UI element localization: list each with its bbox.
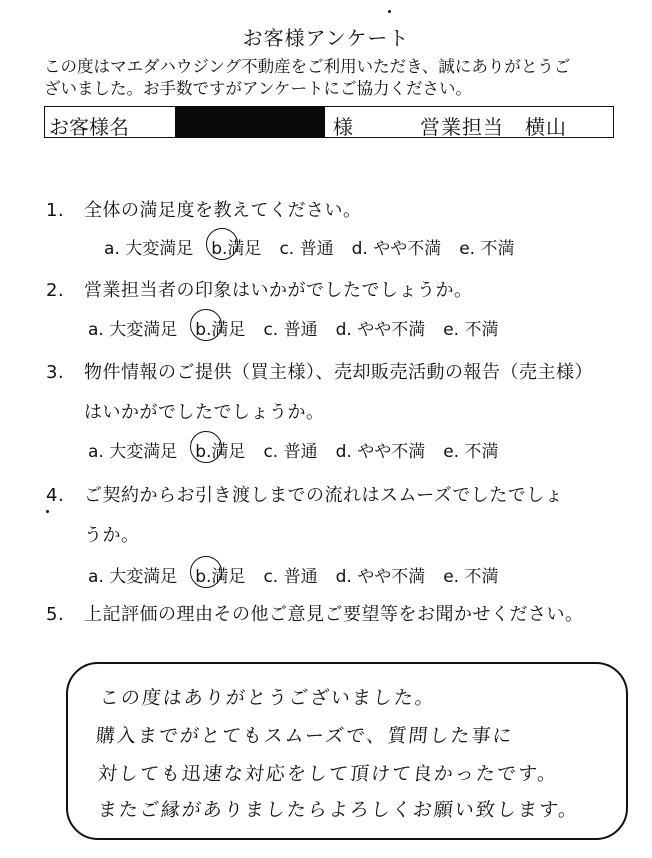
option-a[interactable]: a. 大変満足 [88,320,178,340]
option-a[interactable]: a. 大変満足 [88,567,178,587]
question-4-continued: うか。 [84,525,140,546]
option-a[interactable]: a. 大変満足 [88,442,178,462]
question-3-continued: はいかがでしたでしょうか。 [84,402,325,423]
scan-speck [388,10,391,13]
question-2 [46,276,473,302]
question-number: 3. [46,362,65,383]
option-d[interactable]: d. やや不満 [335,442,426,462]
staff-label: 営業担当 横山 [420,115,567,139]
survey-title: お客様アンケート [242,26,410,50]
question-3-options [88,437,516,462]
question-1 [46,196,362,222]
comment-line-1: この度はありがとうございました。 [98,687,438,709]
customer-name-box [44,106,614,138]
option-e[interactable]: e. 不満 [443,567,499,587]
scan-speck [46,510,49,513]
comment-line-2: 購入までがとてもスムーズで、質問した事に [94,725,515,747]
question-2-options [88,315,516,340]
option-b-selected[interactable]: b.満足 [195,437,245,462]
option-c[interactable]: c. 普通 [263,567,318,587]
option-c[interactable]: c. 普通 [263,442,318,462]
option-e[interactable]: e. 不満 [443,442,499,462]
comment-line-3: 対しても迅速な対応をして頂けて良かったです。 [96,763,560,785]
redacted-customer-name [175,106,325,138]
option-b-selected[interactable]: b.満足 [195,315,245,340]
question-4 [46,481,563,507]
option-e[interactable]: e. 不満 [459,239,515,259]
intro-text-line-2: ざいました。お手数ですがアンケートにご協力ください。 [44,79,473,98]
question-text: ご契約からお引き渡しまでの流れはスムーズでしたでしょ [84,485,564,506]
option-e[interactable]: e. 不満 [443,320,499,340]
question-4-options [88,562,516,587]
option-c[interactable]: c. 普通 [279,239,334,259]
intro-text-line-1: この度はマエダハウジング不動産をご利用いただき、誠にありがとうご [44,57,571,76]
option-b-selected[interactable]: b.満足 [195,562,245,587]
option-a[interactable]: a. 大変満足 [104,239,194,259]
question-3 [46,358,593,384]
comment-line-4: またご縁がありましたらよろしくお願い致します。 [96,799,581,821]
question-text: 全体の満足度を教えてください。 [84,200,362,221]
option-d[interactable]: d. やや不満 [335,320,426,340]
question-5 [46,600,584,626]
question-text: 上記評価の理由その他ご意見ご要望等をお聞かせください。 [84,604,584,625]
question-number: 5. [46,604,65,625]
option-b-selected[interactable]: b.満足 [211,234,261,259]
option-d[interactable]: d. やや不満 [335,567,426,587]
option-c[interactable]: c. 普通 [263,320,318,340]
question-text: 営業担当者の印象はいかがでしたでしょうか。 [84,280,473,301]
question-number: 4. [46,485,65,506]
question-1-options [104,234,532,259]
option-d[interactable]: d. やや不満 [351,239,442,259]
question-number: 1. [46,200,65,221]
customer-name-label: お客様名 [49,115,129,139]
question-number: 2. [46,280,65,301]
question-text: 物件情報のご提供（買主様）、売却販売活動の報告（売主様） [84,362,593,383]
honorific-label: 様 [333,115,353,139]
